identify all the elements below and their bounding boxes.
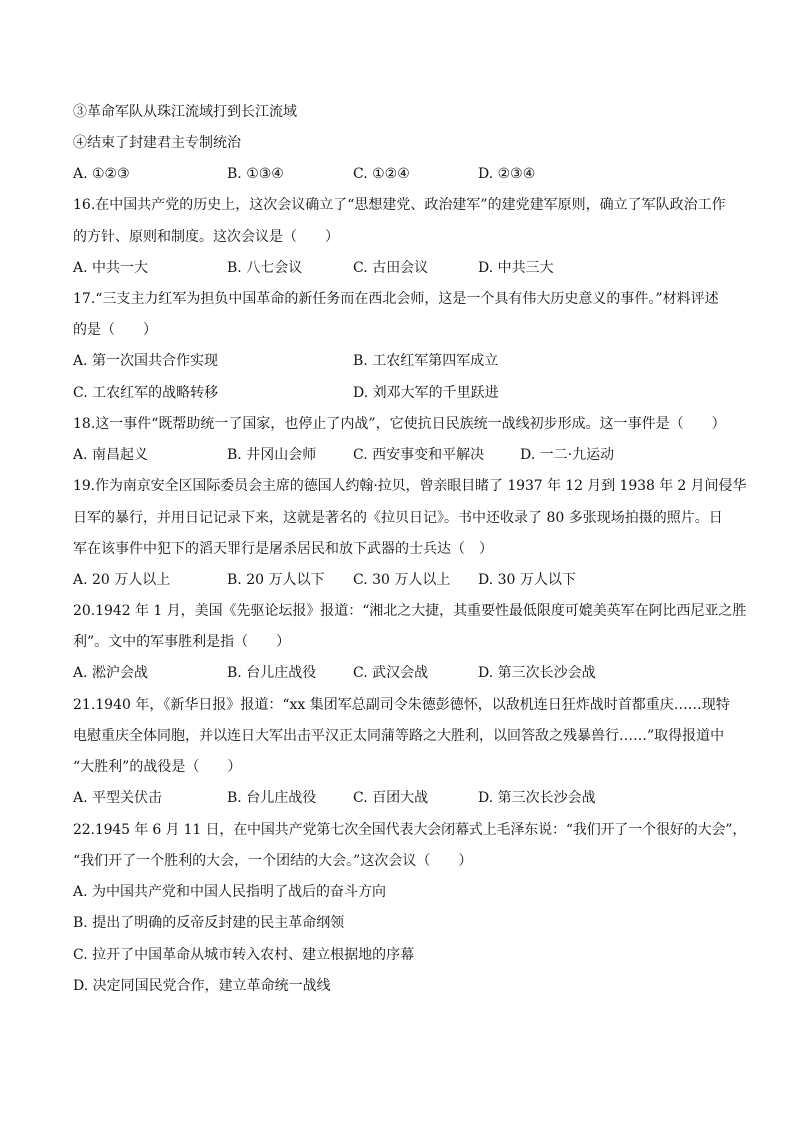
question-21-stem-cont: “大胜利”的战役是（ ） (73, 759, 242, 775)
option-a: A. 南昌起义 (73, 447, 149, 463)
question-21-stem-cont: 电慰重庆全体同胞，并以连日大军出击平汉正太同蒲等路之大胜利，以回答敌之残暴兽行……”取得报道中 (73, 728, 725, 744)
question-20-stem: 20.1942 年 1 月，美国《先驱论坛报》报道：“湘北之大捷，其重要性最低限度可媲美英军在阿比西尼亚之胜 (73, 603, 747, 619)
option-a: A. 第一次国共合作实现 (73, 353, 219, 369)
option-c: C. 西安事变和平解决 (353, 447, 485, 463)
option-b: B. 井冈山会师 (227, 447, 317, 463)
option-b: B. 20 万人以下 (227, 572, 325, 588)
option-c: C. 工农红军的战略转移 (73, 385, 219, 401)
option-b: B. 八七会议 (227, 260, 303, 276)
option-d: D. 第三次长沙会战 (478, 790, 596, 806)
question-22-stem-cont: “我们开了一个胜利的大会，一个团结的大会。”这次会议（ ） (73, 853, 473, 869)
question-16-stem-cont: 的方针、原则和制度。这次会议是（ ） (73, 229, 339, 245)
option-c: C. 古田会议 (353, 260, 429, 276)
option-b: B. 台儿庄战役 (227, 665, 317, 681)
option-c: C. 30 万人以上 (353, 572, 451, 588)
option-a: A. ①②③ (73, 166, 130, 182)
option-b: B. ①③④ (227, 166, 284, 182)
option-d: D. 刘邓大军的千里跃进 (353, 385, 499, 401)
question-17-stem: 17.“三支主力红军为担负中国革命的新任务而在西北会师，这是一个具有伟大历史意义的事件。”材料评述 (73, 291, 719, 307)
option-c: C. 拉开了中国革命从城市转入农村、建立根据地的序幕 (73, 947, 415, 963)
question-21-stem: 21.1940 年，《新华日报》报道：“xx 集团军总副司令朱德彭德怀，以敌机连日狂炸战时首都重庆……现特 (73, 697, 730, 713)
question-16-stem: 16.在中国共产党的历史上，这次会议确立了“思想建党、政治建军”的建党建军原则，确立了军队政治工作 (73, 197, 726, 213)
option-c: C. 百团大战 (353, 790, 429, 806)
question-18-stem: 18.这一事件“既帮助统一了国家，也停止了内战”，它使抗日民族统一战线初步形成。这一事件是（ ） (73, 416, 726, 432)
option-a: A. 20 万人以上 (73, 572, 171, 588)
option-a: A. 平型关伏击 (73, 790, 163, 806)
option-c: C. 武汉会战 (353, 665, 429, 681)
question-22-stem: 22.1945 年 6 月 11 日，在中国共产党第七次全国代表大会闭幕式上毛泽东说：“我们开了一个很好的大会”， (73, 822, 747, 838)
option-d: D. 决定同国民党合作，建立革命统一战线 (73, 978, 331, 994)
question-19-stem-cont: 日军的暴行，并用日记记录下来，这就是著名的《拉贝日记》。书中还收录了 80 多张现场拍摄的照片。日 (73, 510, 723, 526)
option-d: D. 30 万人以下 (478, 572, 576, 588)
question-19-stem-cont: 军在该事件中犯下的滔天罪行是屠杀居民和放下武器的士兵达（ ） (73, 541, 493, 557)
option-d: D. 中共三大 (478, 260, 554, 276)
question-20-stem-cont: 利”。文中的军事胜利是指（ ） (73, 634, 291, 650)
option-c: C. ①②④ (353, 166, 410, 182)
option-d: D. 第三次长沙会战 (478, 665, 596, 681)
option-line: ④结束了封建君主专制统治 (73, 135, 241, 151)
option-line: ③革命军队从珠江流域打到长江流域 (73, 104, 297, 120)
option-b: B. 台儿庄战役 (227, 790, 317, 806)
option-d: D. ②③④ (478, 166, 536, 182)
question-17-stem-cont: 的是（ ） (73, 322, 157, 338)
option-b: B. 工农红军第四军成立 (353, 353, 499, 369)
question-19-stem: 19.作为南京安全区国际委员会主席的德国人约翰·拉贝，曾亲眼目睹了 1937 年 12 月到 1938 年 2 月间侵华 (73, 478, 747, 494)
option-a: A. 为中国共产党和中国人民指明了战后的奋斗方向 (73, 884, 387, 900)
option-a: A. 中共一大 (73, 260, 149, 276)
option-b: B. 提出了明确的反帝反封建的民主革命纲领 (73, 915, 345, 931)
option-a: A. 淞沪会战 (73, 665, 149, 681)
option-d: D. 一二·九运动 (520, 447, 615, 463)
